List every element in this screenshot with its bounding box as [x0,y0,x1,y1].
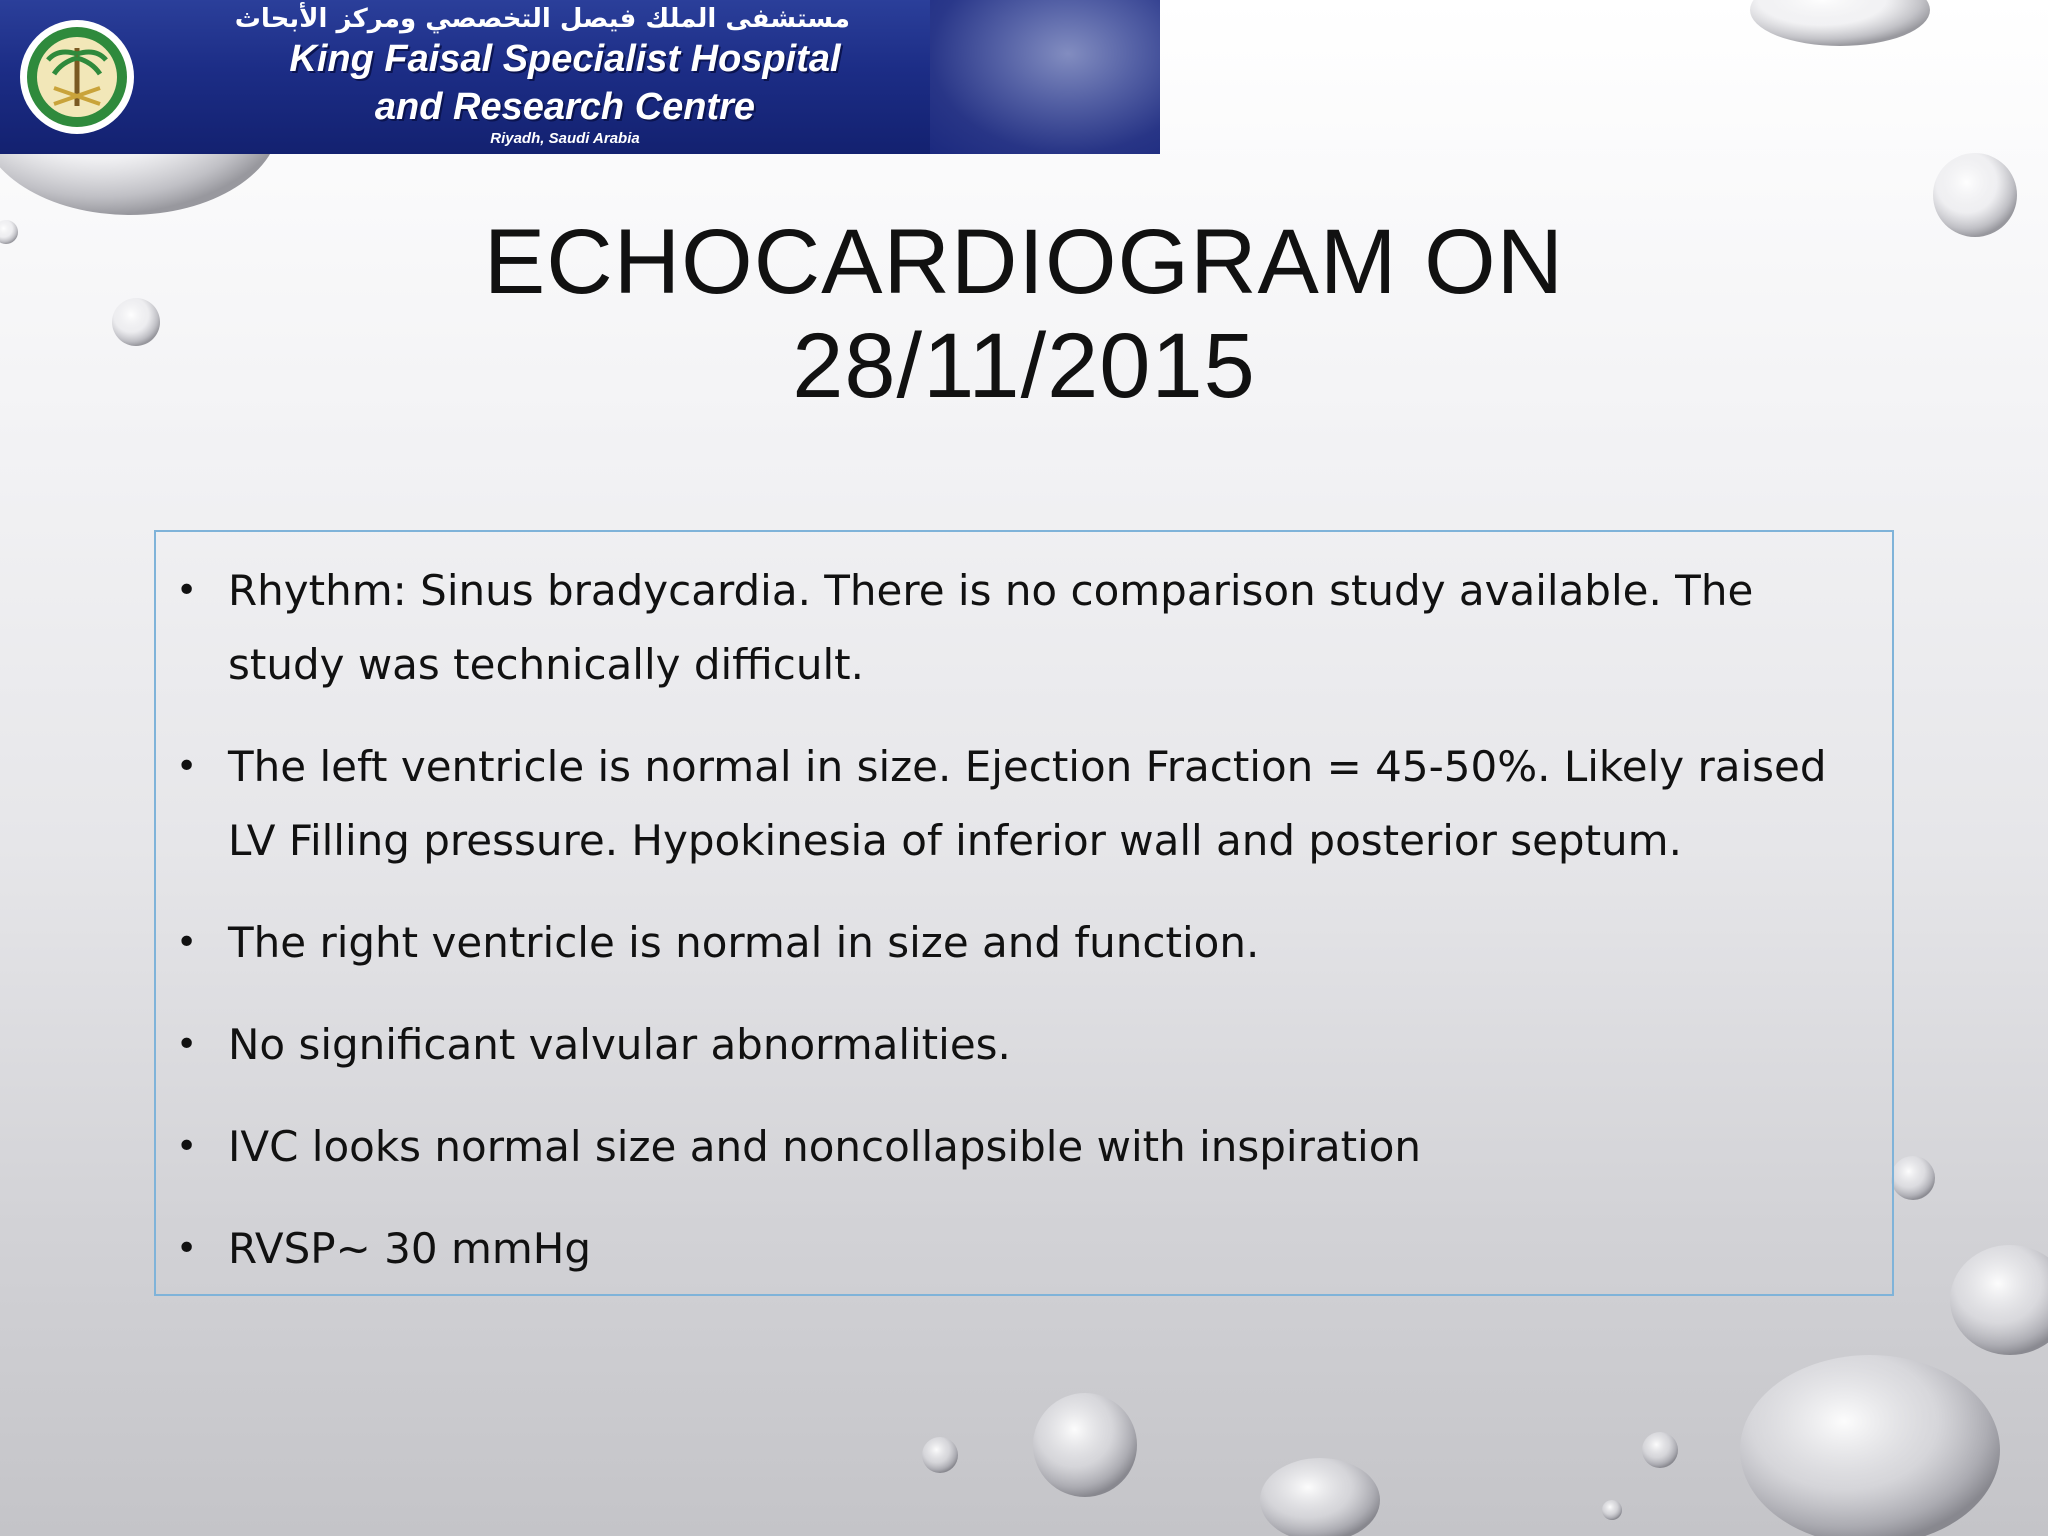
drop-12 [1602,1500,1622,1520]
finding-text: No significant valvular abnormalities. [228,1020,1011,1069]
finding-text: RVSP~ 30 mmHg [228,1224,592,1273]
banner-portrait [930,0,1160,154]
list-item [176,554,1852,702]
list-item [176,906,1852,980]
hospital-name-arabic: مستشفى الملك فيصل التخصصي ومركز الأبحاث [234,4,850,34]
list-item [176,730,1852,878]
drop-10 [1260,1458,1380,1536]
findings-box [154,530,1894,1296]
list-item [176,1008,1852,1082]
bullet-icon: • [176,1126,198,1167]
hospital-name-line2: and Research Centre [374,86,756,128]
drop-7 [1950,1245,2048,1355]
bullet-icon: • [176,1228,198,1269]
drop-5 [1933,153,2017,237]
finding-text: The right ventricle is normal in size and function. [228,918,1260,967]
drop-13 [1740,1355,2000,1536]
hospital-location: Riyadh, Saudi Arabia [490,130,640,147]
drop-8 [1033,1393,1137,1497]
list-item [176,1110,1852,1184]
bullet-icon: • [176,1024,198,1065]
drop-11 [1642,1432,1678,1468]
finding-text: Rhythm: Sinus bradycardia. There is no comparison study available. The study was technically difficult. [228,566,1754,689]
hospital-name-line1: King Faisal Specialist Hospital [289,38,841,80]
list-item [176,1212,1852,1286]
drop-2 [112,298,160,346]
palm-emblem-icon [18,18,136,136]
slide-title-line2: 28/11/2015 [792,315,1256,417]
finding-text: The left ventricle is normal in size. Ejection Fraction = 45-50%. Likely raised LV Filling pressure. Hypokinesia of inferior wall and posterior septum. [228,742,1827,865]
drop-3 [0,220,18,244]
drop-6 [1891,1156,1935,1200]
slide-title [220,210,1828,418]
hospital-banner [0,0,1160,154]
findings-list [156,532,1892,1286]
bullet-icon: • [176,746,198,787]
slide-title-line1: ECHOCARDIOGRAM ON [483,211,1565,313]
bullet-icon: • [176,570,198,611]
bullet-icon: • [176,922,198,963]
drop-4 [1750,0,1930,46]
drop-9 [922,1437,958,1473]
finding-text: IVC looks normal size and noncollapsible with inspiration [228,1122,1422,1171]
